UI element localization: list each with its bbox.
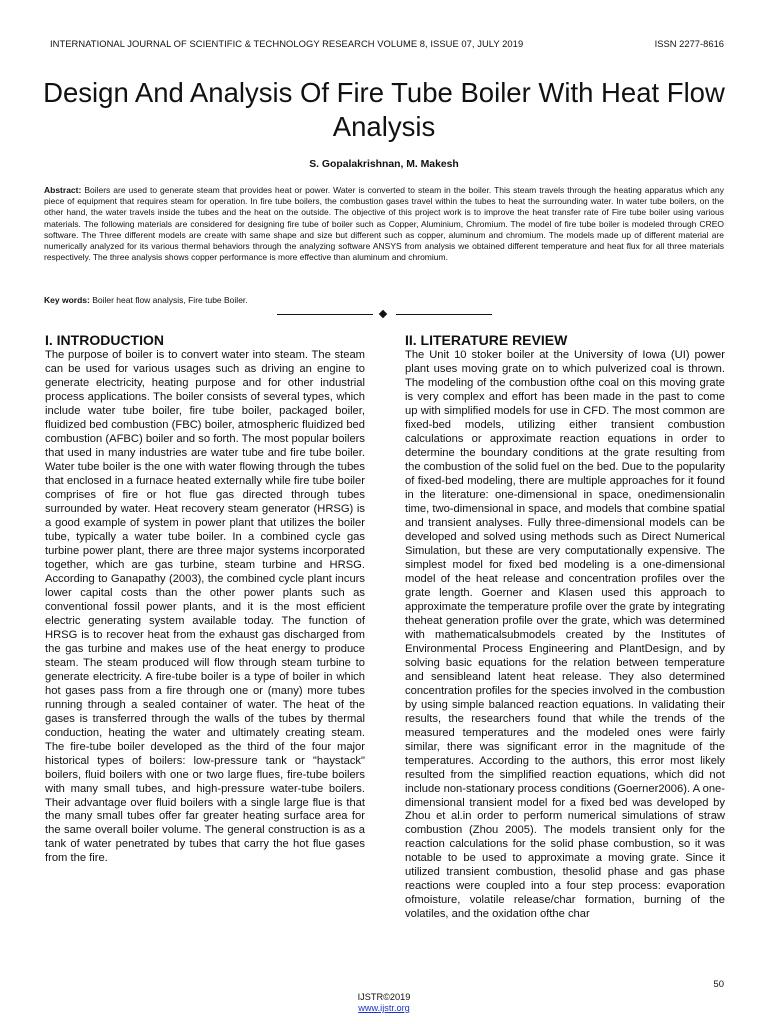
page-number: 50: [713, 979, 724, 990]
introduction-heading: I. INTRODUCTION: [45, 332, 164, 348]
abstract: [44, 185, 724, 263]
separator-diamond-icon: [379, 310, 387, 318]
left-column: [45, 332, 365, 866]
separator-line-left: [277, 314, 373, 315]
keywords-text: Boiler heat flow analysis, Fire tube Boiler.: [92, 295, 248, 305]
section-separator: [277, 309, 492, 319]
footer-website-link[interactable]: www.ijstr.org: [358, 1003, 410, 1013]
literature-review-heading: II. LITERATURE REVIEW: [405, 332, 568, 348]
journal-header: INTERNATIONAL JOURNAL OF SCIENTIFIC & TECHNOLOGY RESEARCH VOLUME 8, ISSUE 07, JULY 2019: [50, 38, 524, 49]
paper-authors: S. Gopalakrishnan, M. Makesh: [309, 159, 459, 170]
footer-copyright: IJSTR©2019: [357, 992, 411, 1002]
abstract-label: Abstract:: [44, 185, 82, 195]
right-column: [405, 332, 725, 922]
keywords-label: Key words:: [44, 295, 90, 305]
introduction-body: The purpose of boiler is to convert water into steam. The steam can be used for various usages such as driving an engine to generate electricity, heating purpose and for other industrial process applications. The boiler consists of several types, which include water tube boiler, fire tube boiler, packaged boiler, fluidized bed combustion (FBC) boiler, atmospheric fluidized bed combustion (AFBC) boiler and so forth. The most popular boilers that used in many industries are water tube and fire tube boiler. Water tube boiler is the one with water flowing through the tubes that enclosed in a furnace heated externally while fire tube boiler comprises of fire or hot flue gas directed through tubes surrounded by water. Heat recovery steam generator (HRSG) is a good example of system in power plant that utilizes the boiler tube, typically a water tube boiler. In a combined cycle gas turbine power plant, there are three major systems incorporated together, which are gas turbine, steam turbine and HRSG. According to Ganapathy (2003), the combined cycle plant incurs lower capital costs than the other power plants such as conventional fossil power plants, and it is the most efficient electric generating system available today. The function of HRSG is to recover heat from the exhaust gas discharged from the gas turbine and makes use of the heat energy to produce steam. The steam produced will flow through steam turbine to generate electricity. A fire-tube boiler is a type of boiler in which hot gases pass from a fire through one or (many) more tubes running through a sealed container of water. The heat of the gases is transferred through the walls of the tubes by thermal conduction, heating the water and ultimately creating steam. The fire-tube boiler developed as the third of the four major historical types of boilers: low-pressure tank or "haystack" boilers, fluid boilers with one or two large flues, fire-tube boilers with many small tubes, and high-pressure water-tube boilers. Their advantage over fluid boilers with a single large flue is that the many small tubes offer far greater heating surface area for the same overall boiler volume. The general construction is as a tank of water penetrated by tubes that carry the hot flue gases from the fire.: [45, 349, 365, 865]
literature-review-body: The Unit 10 stoker boiler at the University of Iowa (UI) power plant uses moving grate on to which pulverized coal is thrown. The modeling of the combustion ofthe coal on this moving grate is very complex and effort has been made in the past to come up with simplified models for use in CFD. The most common are fixed-bed models, utilizing either transient combustion calculations or approximate reaction equations in order to determine the boundary conditions at the grate resulting from the combustion of the solid fuel on the bed. Due to the popularity of fixed-bed modeling, there are multiple approaches for it found in the literature: one-dimensional in space, onedimensionalin time, two-dimensional in space, and models that combine spatial and transient analyses. Fully three-dimensional models can be developed and solved using methods such as Direct Numerical Simulation, but these are very computationally expensive. The simplest model for fixed bed modeling is a one-dimensional model of the heat release and concentration profiles over the grate length. Goerner and Klasen used this approach to approximate the temperature profile over the grate by integrating theheat generation profile over the grate, which was determined with mathematicalsubmodels created by the Institutes of Environmental Process Engineering and PlantDesign, and by solving basic equations for the relation between temperature and sensibleand latent heat release. They also determined concentration profiles for the species involved in the combustion by using simple balanced reaction equations. In validating their results, the researchers found that while the trends of the measured temperatures and the modeled ones were fairly similar, there was significant error in the magnitude of the temperatures. According to the authors, this error most likely resulted from the simplified reaction equations, which did not include non-stationary process conditions (Goerner2006). A one-dimensional transient model for a fixed bed was developed by Zhou et al.in order to perform numerical simulations of straw combustion (Zhou 2005). The models transient only for the reaction calculations for the solid phase combustion, so it was notable to be used to approximate a moving grate. Since it utilized transient combustion, thesolid phase and gas phase reactions were coupled into a four step process: evaporation ofmoisture, volatile release/char formation, burning of the volatiles, and the oxidation ofthe char: [405, 349, 725, 921]
issn-label: ISSN 2277-8616: [654, 38, 724, 49]
abstract-text: Boilers are used to generate steam that provides heat or power. Water is converted to steam in the boiler. This steam travels through the heating apparatus which any piece of equipment that requires steam for operation. In fire tube boilers, the combustion gases travel within the tubes to heat the surrounding water. In water tube boilers, on the other hand, the water travels inside the tubes and the heat on the outside. The objective of this project work is to improve the heat transfer rate of Fire tube boiler using various materials. The following materials are considered for designing fire tube of boiler such as Copper, Aluminium, Chromium. The model of fire tube boiler is modeled through CREO software. The Three different models are create with same shape and size but different such as copper, aluminum and chromium. The models made up of different material are numerically analyzed for its various thermal behaviors through the analyzing software ANSYS from analysis we obtained different temperature and heat flux for all three materials respectively. The three analysis shows copper performance is more effective than aluminum and chromium.: [44, 185, 724, 263]
keywords: [44, 295, 724, 306]
separator-line-right: [396, 314, 492, 315]
paper-title: Design And Analysis Of Fire Tube Boiler With Heat Flow Analysis: [43, 77, 725, 142]
